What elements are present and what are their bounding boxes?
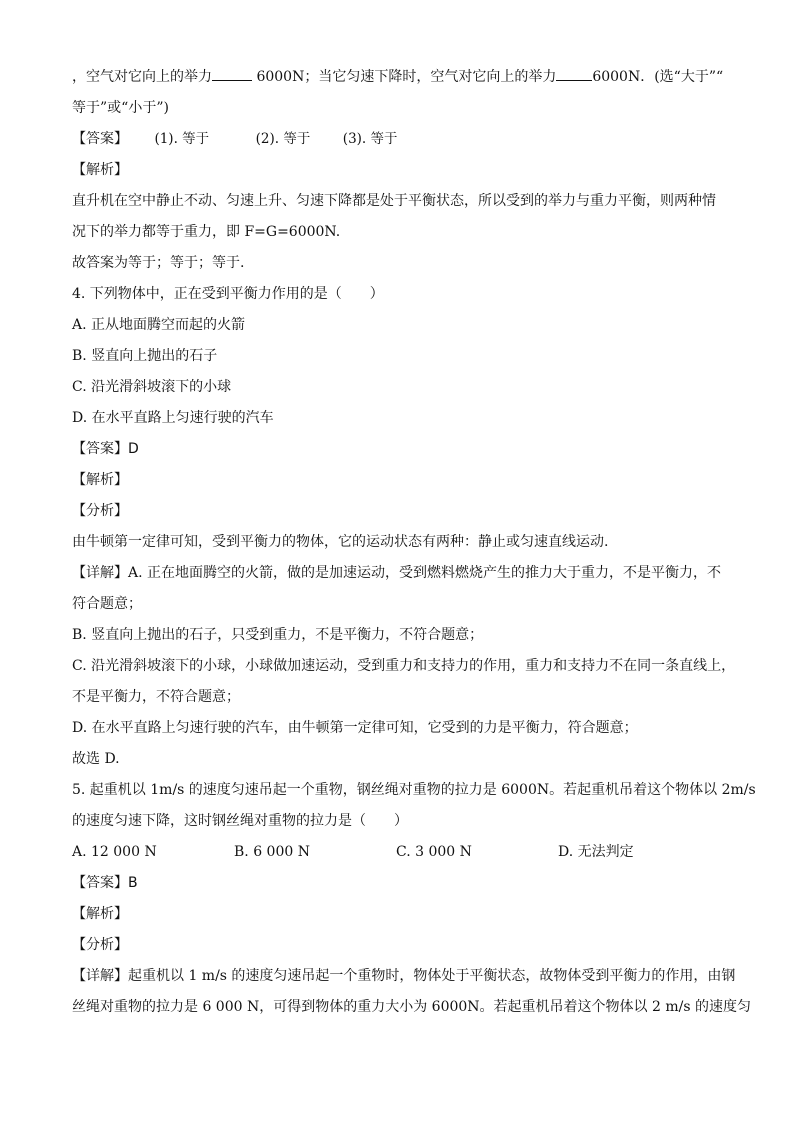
q3-line2: 等于”或“小于”) [72,100,169,116]
q4-detail-c2: 不是平衡力，不符合题意； [72,689,240,705]
q3-blank-2 [556,66,592,81]
q5-option-b: B. 6 000 N [234,844,310,860]
q3-analysis-line2: 况下的举力都等于重力，即 F=G=6000N. [72,224,341,240]
q4-option-a: A. 正从地面腾空而起的火箭 [72,317,246,333]
q4-option-c: C. 沿光滑斜坡滚下的小球 [72,379,232,395]
q5-answer: 【答案】B [72,875,138,891]
q4-option-d: D. 在水平直路上匀速行驶的汽车 [72,410,274,426]
q4-fenxi: 由牛顿第一定律可知，受到平衡力的物体，它的运动状态有两种：静止或匀速直线运动. [72,534,609,550]
q3-text-b: 6000N；当它匀速下降时，空气对它向上的举力 [252,69,557,85]
q5-stem-line1: 5. 起重机以 1m/s 的速度匀速吊起一个重物，钢丝绳对重物的拉力是 6000N。若起重机吊着这个物体以 2m/s [72,782,756,798]
q3-line1 [72,62,722,93]
q5-option-a: A. 12 000 N [72,844,157,860]
q3-text-a: ，空气对它向上的举力 [72,69,212,85]
q5-option-c: C. 3 000 N [396,844,472,860]
q3-blank-1 [212,66,252,81]
q3-answer-3: (3). 等于 [342,131,398,147]
q4-detail-b: B. 竖直向上抛出的石子，只受到重力，不是平衡力，不符合题意； [72,627,484,643]
q5-stem-line2: 的速度匀速下降，这时钢丝绳对重物的拉力是（ ） [72,813,408,829]
document-page [72,62,756,1023]
q4-detail-c1: C. 沿光滑斜坡滚下的小球，小球做加速运动，受到重力和支持力的作用，重力和支持力不在同一条直线上， [72,658,736,674]
q5-detail-line1: 【详解】起重机以 1 m/s 的速度匀速吊起一个重物时，物体处于平衡状态，故物体受到平衡力的作用，由钢 [72,968,736,984]
q3-analysis-line1: 直升机在空中静止不动、匀速上升、匀速下降都是处于平衡状态，所以受到的举力与重力平衡，则两种情 [72,193,716,209]
q4-option-b: B. 竖直向上抛出的石子 [72,348,218,364]
q4-detail-a2: 符合题意； [72,596,142,612]
q3-answer-line [72,124,722,155]
q5-analysis-tag: 【解析】 [72,906,128,922]
q4-analysis-tag: 【解析】 [72,472,128,488]
q3-answer-1: (1). 等于 [154,131,210,147]
q5-option-d: D. 无法判定 [558,844,634,860]
q5-fenxi-tag: 【分析】 [72,937,128,953]
q4-fenxi-tag: 【分析】 [72,503,128,519]
q3-text-c: 6000N．(选“大于”“ [592,69,724,85]
q3-answer-tag: 【答案】 [72,131,128,147]
q4-stem: 4. 下列物体中，正在受到平衡力作用的是（ ） [72,286,384,302]
q4-detail-d: D. 在水平直路上匀速行驶的汽车，由牛顿第一定律可知，它受到的力是平衡力，符合题意； [72,720,638,736]
q5-options [72,837,722,868]
q3-analysis-tag: 【解析】 [72,162,128,178]
q3-answer-2: (2). 等于 [255,131,311,147]
q4-detail-a1: 【详解】A. 正在地面腾空的火箭，做的是加速运动，受到燃料燃烧产生的推力大于重力，不是平衡力，不 [72,565,722,581]
q5-detail-line2: 丝绳对重物的拉力是 6 000 N，可得到物体的重力大小为 6000N。若起重机吊着这个物体以 2 m/s 的速度匀 [72,999,751,1015]
q3-conclusion: 故答案为等于；等于；等于. [72,255,245,271]
q4-conclusion: 故选 D. [72,751,120,767]
q4-answer: 【答案】D [72,441,139,457]
